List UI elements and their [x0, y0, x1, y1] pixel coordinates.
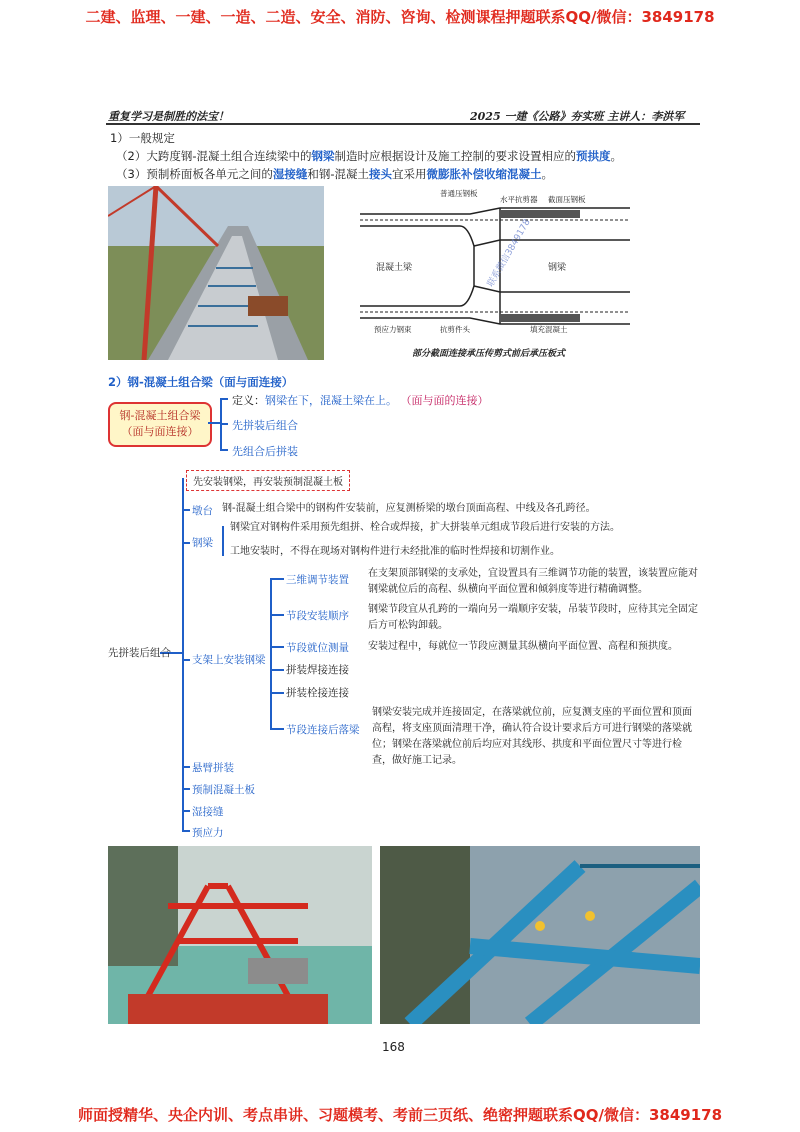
diagram-label-1: 普通压钢板	[440, 189, 478, 198]
item2-end: 。	[610, 149, 622, 163]
tree-gang-label: 钢梁	[192, 537, 213, 549]
definition-keyword: 钢梁在下，混凝土梁在上。	[265, 394, 397, 407]
bottom-banner: 师面授精华、央企内训、考点串讲、习题模考、考前三页纸、绝密押题联系QQ/微信：3849178	[77, 1106, 723, 1124]
item3-text: （3）预制桥面板各单元之间的	[116, 167, 273, 181]
item3-keyword-1: 湿接缝	[272, 167, 308, 181]
tree-o3: 湿接缝	[192, 806, 224, 818]
diagram-label-6: 预应力钢束	[374, 325, 412, 334]
tree-s1-text: 在支架顶部钢梁的支承处，宜设置具有三维调节功能的装置，该装置应能对钢梁就位后的高程、纵横向平面位置和倾斜度等进行精确调整。	[368, 568, 698, 595]
tree-s4-label: 拼装焊接连接	[286, 664, 349, 676]
tree-note: 先安装钢梁，再安装预制混凝土板	[186, 470, 350, 491]
section2-heading: 2）钢-混凝土组合梁（面与面连接）	[108, 375, 294, 389]
branch-combine-first: 先组合后拼装	[232, 445, 298, 458]
section2-connector	[208, 422, 220, 424]
bracket-tick-3	[220, 449, 228, 451]
tree-s6-text: 钢梁安装完成并连接固定，在落梁就位前，应复测支座的平面位置和顶面高程，将支座顶面清理干净，确认符合设计要求后方可进行钢梁的落梁就位；钢梁在落梁就位前后均应对其线形、拱度和平面位置尺寸等进行检查，做好施工记录。	[372, 707, 692, 766]
tree-s3-text: 安装过程中，每就位一节段应测量其纵横向平面位置、高程和预拱度。	[368, 641, 678, 652]
box-line-1: 钢-混凝土组合梁	[119, 409, 201, 422]
tree-s6-label: 节段连接后落梁	[286, 724, 360, 736]
support-trunk	[270, 578, 272, 728]
tree-support-label: 支架上安装钢梁	[192, 654, 266, 666]
tree-o4: 预应力	[192, 827, 224, 839]
tick-o3	[182, 810, 190, 812]
box-line-2: （面与面连接）	[121, 425, 199, 438]
tick-s6	[270, 728, 284, 730]
tree-s1-label: 三维调节装置	[286, 574, 349, 586]
diagram-label-4: 混凝土梁	[376, 263, 413, 273]
header-left: 重复学习是制胜的法宝！	[108, 110, 229, 123]
tick-s4	[270, 669, 284, 671]
diagram-label-8: 填充混凝土	[530, 325, 568, 334]
bracket-tick-2	[220, 423, 228, 425]
tree-dun-label: 墩台	[192, 505, 213, 517]
tree-s2-label: 节段安装顺序	[286, 610, 349, 622]
tree-s2-text: 钢梁节段宜从孔跨的一端向另一端顺序安装，吊装节段时，应待其完全固定后方可松钩卸载。	[368, 604, 698, 631]
tick-s3	[270, 646, 284, 648]
item3-end: 。	[541, 167, 553, 181]
tick-s5	[270, 692, 284, 694]
item3-keyword-2: 接头	[368, 167, 392, 181]
tree-main-trunk	[182, 478, 184, 830]
section1-item3	[116, 166, 553, 182]
tree-tick-dun	[182, 509, 190, 511]
top-banner: 二建、监理、一建、一造、二造、安全、消防、咨询、检测课程押题联系QQ/微信：3849178	[85, 8, 715, 26]
item2-keyword-1: 钢梁	[311, 149, 335, 163]
header-right: 2025 一建《公路》夯实班 主讲人：李洪军	[470, 110, 685, 123]
item3-keyword-3: 微膨胀补偿收缩混凝土	[426, 167, 542, 181]
diagram-caption: 部分截面连接承压传剪式前后承压板式	[412, 349, 566, 359]
tree-o1: 悬臂拼装	[192, 762, 234, 774]
tree-tick-zhi	[182, 659, 190, 661]
red-gantry-photo	[108, 846, 372, 1024]
definition-line	[232, 392, 489, 408]
tree-s3-label: 节段就位测量	[286, 642, 349, 654]
blue-steel-truss-photo	[380, 846, 700, 1024]
section1-heading: 1）一般规定	[110, 131, 175, 145]
item2-text: （2）大跨度钢-混凝土组合连续梁中的	[116, 149, 312, 163]
item3-text-mid: 和钢-混凝土	[307, 167, 369, 181]
page-number: 168	[382, 1040, 405, 1054]
tick-o1	[182, 766, 190, 768]
composite-beam-box	[108, 402, 212, 447]
item2-keyword-2: 预拱度	[575, 149, 611, 163]
tree-dun-text: 钢-混凝土组合梁中的钢构件安装前，应复测桥梁的墩台顶面高程、中线及各孔跨径。	[222, 503, 596, 514]
section1-item2	[116, 148, 622, 164]
tick-o4	[182, 830, 190, 832]
tick-o2	[182, 788, 190, 790]
item3-text-mid2: 宜采用	[391, 167, 427, 181]
tick-s2	[270, 614, 284, 616]
diagram-label-2: 水平抗剪器	[500, 195, 538, 204]
diagram-label-5: 钢梁	[548, 263, 567, 273]
gang-bracket	[222, 526, 224, 556]
item2-text-mid: 制造时应根据设计及施工控制的要求设置相应的	[334, 149, 576, 163]
definition-note: （面与面的连接）	[400, 394, 489, 407]
diagram-label-3: 截面压钢板	[548, 195, 586, 204]
definition-label: 定义：	[232, 394, 265, 407]
header-rule	[106, 123, 700, 125]
diagram-watermark: 联系微信3849178	[485, 217, 533, 289]
diagram-labels	[352, 186, 642, 346]
branch-assemble-first: 先拼装后组合	[232, 419, 298, 432]
tree-root: 先拼装后组合	[108, 647, 171, 659]
bracket-tick-1	[220, 398, 228, 400]
tree-gang-text-2: 工地安装时，不得在现场对钢构件进行未经批准的临时性焊接和切割作业。	[230, 546, 560, 557]
tree-tick-gang	[182, 542, 190, 544]
diagram-label-7: 抗剪件头	[440, 325, 470, 334]
tree-gang-text-1: 钢梁宜对钢构件采用预先组拼、栓合或焊接，扩大拼装单元组成节段后进行安装的方法。	[230, 522, 620, 533]
tree-s5-label: 拼装栓接连接	[286, 687, 349, 699]
tree-o2: 预制混凝土板	[192, 784, 255, 796]
bridge-construction-photo	[108, 186, 324, 360]
tick-s1	[270, 578, 284, 580]
